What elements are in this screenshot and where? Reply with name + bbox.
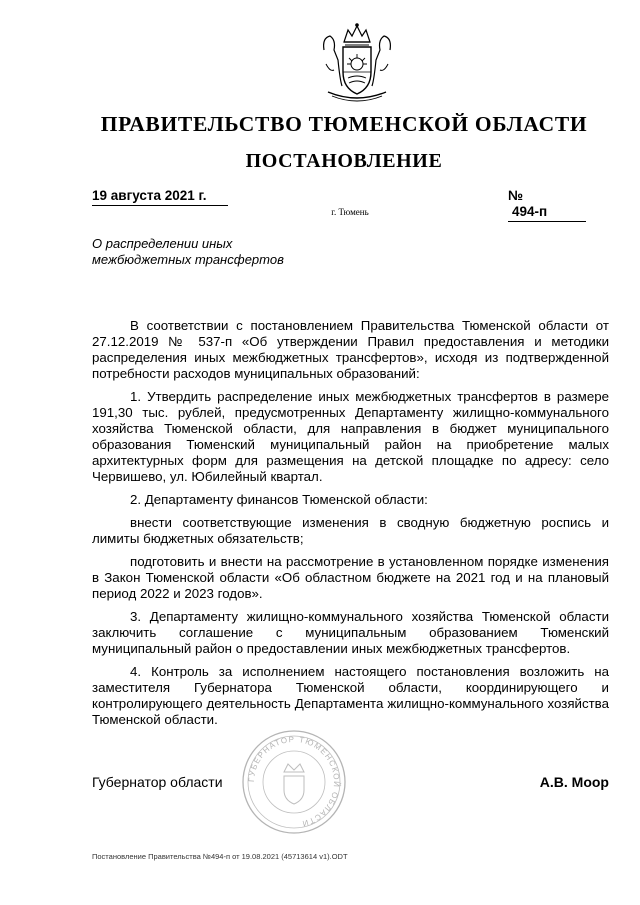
seal-text: ГУБЕРНАТОР ТЮМЕНСКОЙ ОБЛАСТИ bbox=[246, 734, 342, 829]
signatory-title: Губернатор области bbox=[92, 774, 223, 790]
document-type-heading: ПОСТАНОВЛЕНИЕ bbox=[245, 150, 443, 172]
document-subject bbox=[92, 236, 322, 268]
item-4-paragraph: 4. Контроль за исполнением настоящего постановления возложить на заместителя Губернатора Тюменской области, координирующего и контролирующего деятельность Департамента жилищно-коммунального хозяйства Тюменской области. bbox=[92, 664, 609, 727]
item-3-paragraph: 3. Департаменту жилищно-коммунального хозяйства Тюменской области заключить соглашение с муниципальным образованием Тюменский муниципальный район о предоставлении иных межбюджетных трансфертов. bbox=[92, 609, 609, 656]
number-prefix: № bbox=[508, 188, 524, 203]
document-body bbox=[92, 318, 609, 728]
item-2b-paragraph: подготовить и внести на рассмотрение в установленном порядке изменения в Закон Тюменской области «Об областном бюджете на 2021 год и на плановый период 2022 и 2023 годов». bbox=[92, 554, 609, 601]
signatory-name: А.В. Моор bbox=[539, 774, 609, 790]
signature-block bbox=[92, 774, 609, 792]
city-label: г. Тюмень bbox=[331, 207, 369, 217]
subject-line-2: межбюджетных трансфертов bbox=[92, 252, 284, 267]
coat-of-arms-icon bbox=[314, 20, 400, 106]
government-title: ПРАВИТЕЛЬСТВО ТЮМЕНСКОЙ ОБЛАСТИ bbox=[100, 112, 588, 136]
item-2-paragraph: 2. Департаменту финансов Тюменской области: bbox=[130, 492, 428, 507]
subject-line-1: О распределении иных bbox=[92, 236, 233, 251]
item-1-paragraph: 1. Утвердить распределение иных межбюджетных трансфертов в размере 191,30 тыс. рублей, предусмотренных Департаменту жилищно-коммунального хозяйства Тюменской области, для направления в бюджет муниципального образования Тюменский муниципальный район на приобретение малых архитектурных форм для размещения на детской площадке по адресу: село Червишево, ул. Юбилейный квартал. bbox=[92, 389, 609, 484]
number-value: 494-п bbox=[508, 204, 586, 222]
preamble-paragraph: В соответствии с постановлением Правительства Тюменской области от 27.12.2019 № 537-п «Об утверждении Правил предоставления и методики распределения иных межбюджетных трансфертов», исходя из подтвержденной потребности расходов муниципальных образований: bbox=[92, 318, 609, 381]
document-date: 19 августа 2021 г. bbox=[92, 188, 228, 206]
document-footer: Постановление Правительства №494-п от 19.08.2021 (45713614 v1).ODT bbox=[92, 852, 348, 861]
item-2a-paragraph: внести соответствующие изменения в сводную бюджетную роспись и лимиты бюджетных обязательств; bbox=[92, 515, 609, 546]
